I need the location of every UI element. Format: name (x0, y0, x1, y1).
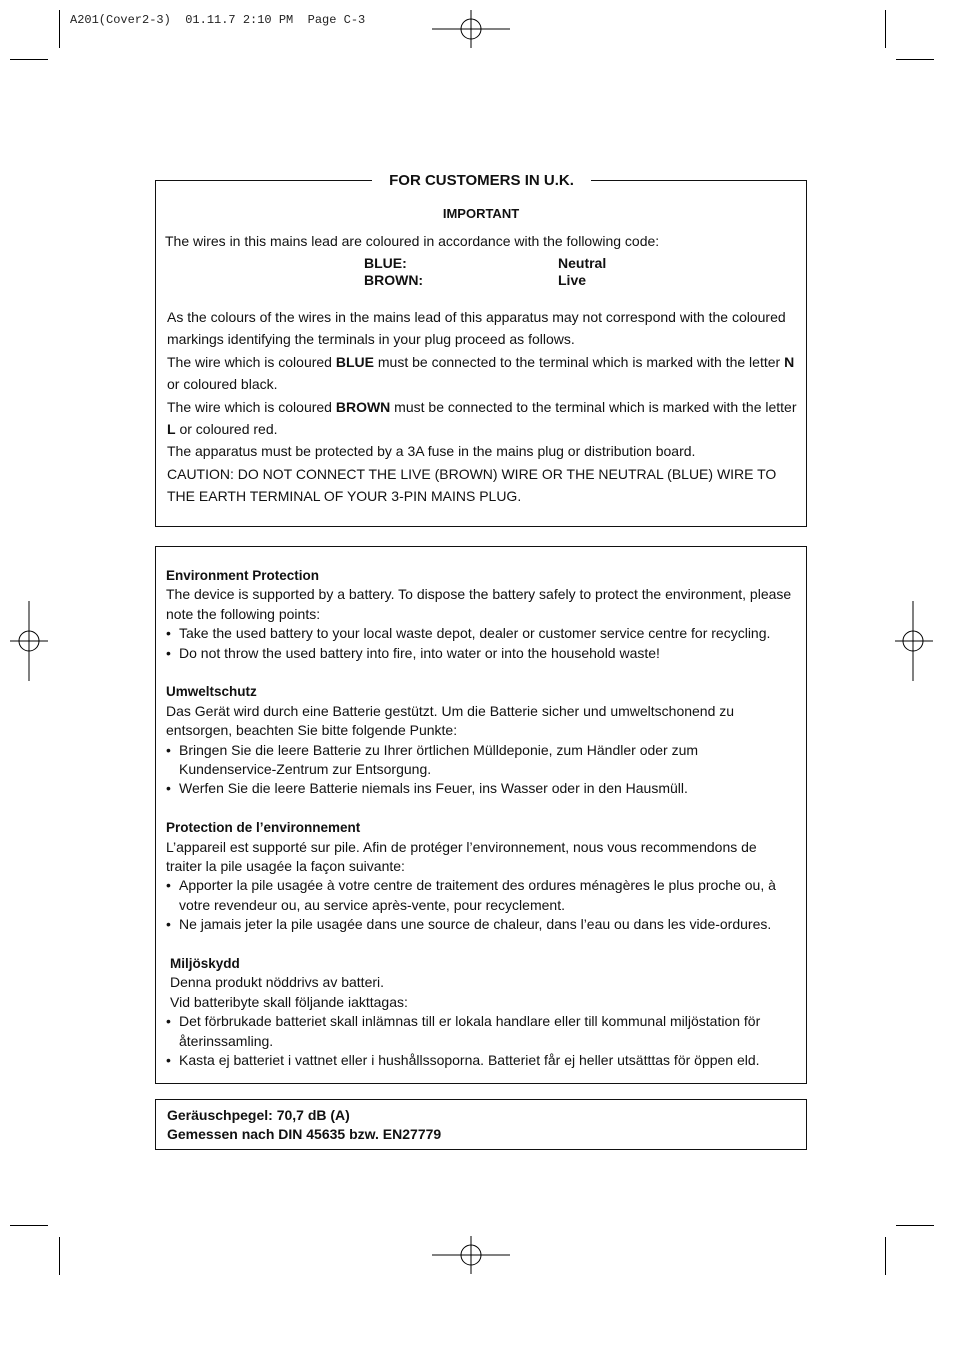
list-item-text: Kasta ej batteriet i vattnet eller i hushållssoporna. Batteriet får ej heller utsätttas för öppen eld. (179, 1052, 760, 1069)
bullet-list (166, 1012, 796, 1070)
list-item (166, 624, 796, 643)
section-french (166, 818, 796, 934)
noise-standard-line: Gemessen nach DIN 45635 bzw. EN27779 (167, 1126, 442, 1142)
bold-brown: BROWN (335, 398, 391, 415)
bullet-icon: • (166, 741, 171, 758)
list-item-text: Det förbrukade batteriet skall inlämnas till er lokala handlare eller till kommunal miljöstation för återinssamling. (179, 1013, 761, 1049)
noise-level-text (167, 1106, 441, 1144)
bullet-list (166, 741, 796, 799)
section-text-line: Vid batteribyte skall följande iakttagas: (170, 993, 408, 1010)
bold-letter-l: L (167, 421, 176, 438)
list-item-text: Apporter la pile usagée à votre centre de traitement des ordures ménagères le plus proche ou, à votre revendeur ou, au service après-vente, pour recyclement. (179, 877, 776, 913)
section-heading: Umweltschutz (166, 684, 257, 700)
wire-color-brown: BROWN: (364, 272, 424, 288)
environment-body (166, 566, 796, 1071)
bold-blue: BLUE (335, 353, 374, 370)
environment-notice-box (155, 546, 807, 1084)
list-item (166, 876, 796, 915)
bullet-icon: • (166, 1013, 171, 1030)
list-item-text: Bringen Sie die leere Batterie zu Ihrer örtlichen Mülldeponie, zum Händler oder zum Kundenservice-Zentrum zur Entsorgung. (179, 741, 699, 778)
bullet-icon: • (166, 644, 171, 661)
registration-mark-right-icon (895, 601, 935, 681)
noise-level-line: Geräuschpegel: 70,7 dB (A) (167, 1107, 350, 1123)
crop-mark-tr-h (896, 59, 934, 60)
uk-paragraph-brown (167, 396, 803, 441)
wire-meaning-neutral: Neutral (558, 255, 607, 271)
text-span: or coloured black. (167, 376, 278, 393)
uk-notice-box (155, 180, 807, 527)
wire-code-intro: The wires in this mains lead are coloured in accordance with the following code: (165, 233, 660, 249)
text-span: or coloured red. (175, 421, 278, 438)
crop-mark-tl-v (59, 10, 60, 48)
section-text: The device is supported by a battery. To dispose the battery safely to protect the environment, please note the following points: (166, 586, 792, 622)
crop-mark-bl-h (10, 1225, 48, 1226)
uk-paragraph-blue (167, 351, 803, 396)
section-heading: Protection de l’environnement (166, 820, 361, 836)
section-text: Das Gerät wird durch eine Batterie gestützt. Um die Batterie sicher und umweltschonend zu entsorgen, beachten Sie bitte folgende Punkte: (166, 702, 735, 739)
section-heading: Environment Protection (166, 568, 320, 583)
registration-mark-top-icon (432, 10, 512, 50)
crop-mark-tr-v (885, 10, 886, 48)
printer-slug: A201(Cover2-3) 01.11.7 2:10 PM Page C-3 (70, 13, 366, 27)
bullet-icon: • (166, 916, 171, 933)
wire-meaning-live: Live (558, 272, 587, 288)
crop-mark-br-v (885, 1237, 886, 1275)
registration-mark-bottom-icon (432, 1235, 512, 1275)
wire-color-blue: BLUE: (364, 255, 407, 271)
list-item (166, 915, 796, 934)
list-item (166, 1051, 796, 1070)
bullet-icon: • (166, 625, 171, 642)
noise-level-box (155, 1099, 807, 1150)
section-text-line: Denna produkt nöddrivs av batteri. (170, 974, 385, 991)
registration-mark-left-icon (10, 601, 50, 681)
text-span: The wire which is coloured (167, 398, 336, 415)
bullet-icon: • (166, 1052, 171, 1069)
section-text: L’appareil est supporté sur pile. Afin de protéger l’environnement, nous vous recommendons de traiter la pile usagée la façon suivante: (166, 838, 757, 875)
list-item-text: Werfen Sie die leere Batterie niemals ins Feuer, ins Wasser oder in den Hausmüll. (179, 780, 688, 797)
list-item (166, 644, 796, 663)
bullet-list (166, 624, 796, 663)
bullet-list (166, 876, 796, 934)
uk-paragraph-colours: As the colours of the wires in the mains lead of this apparatus may not correspond with the coloured markings identifying the terminals in your plug proceed as follows. (167, 309, 786, 348)
text-span: must be connected to the terminal which is marked with the letter (373, 353, 785, 370)
uk-paragraph-fuse: The apparatus must be protected by a 3A fuse in the mains plug or distribution board. (167, 443, 696, 460)
list-item-text: Ne jamais jeter la pile usagée dans une source de chaleur, dans l’eau ou dans les vide-ordures. (179, 916, 772, 933)
list-item-text: Do not throw the used battery into fire, into water or into the household waste! (179, 644, 660, 661)
list-item (166, 779, 796, 798)
text-span: The wire which is coloured (167, 353, 336, 370)
bullet-icon: • (166, 877, 171, 894)
list-item (166, 1012, 796, 1051)
uk-paragraph-caution: CAUTION: DO NOT CONNECT THE LIVE (BROWN) WIRE OR THE NEUTRAL (BLUE) WIRE TO THE EARTH TERMINAL OF YOUR 3-PIN MAINS PLUG. (167, 465, 777, 505)
important-heading: IMPORTANT (442, 206, 520, 221)
crop-mark-tl-h (10, 59, 48, 60)
bold-letter-n: N (784, 353, 795, 370)
section-german (166, 682, 796, 798)
crop-mark-br-h (896, 1225, 934, 1226)
list-item-text: Take the used battery to your local waste depot, dealer or customer service centre for recycling. (179, 625, 771, 642)
uk-notice-title: FOR CUSTOMERS IN U.K. (372, 171, 591, 191)
section-swedish (166, 954, 796, 1070)
list-item (166, 741, 796, 780)
crop-mark-bl-v (59, 1237, 60, 1275)
section-english (166, 566, 796, 663)
uk-instructions (167, 306, 803, 508)
bullet-icon: • (166, 780, 171, 797)
section-heading: Miljöskydd (170, 956, 240, 972)
text-span: must be connected to the terminal which is marked with the letter (390, 398, 797, 415)
